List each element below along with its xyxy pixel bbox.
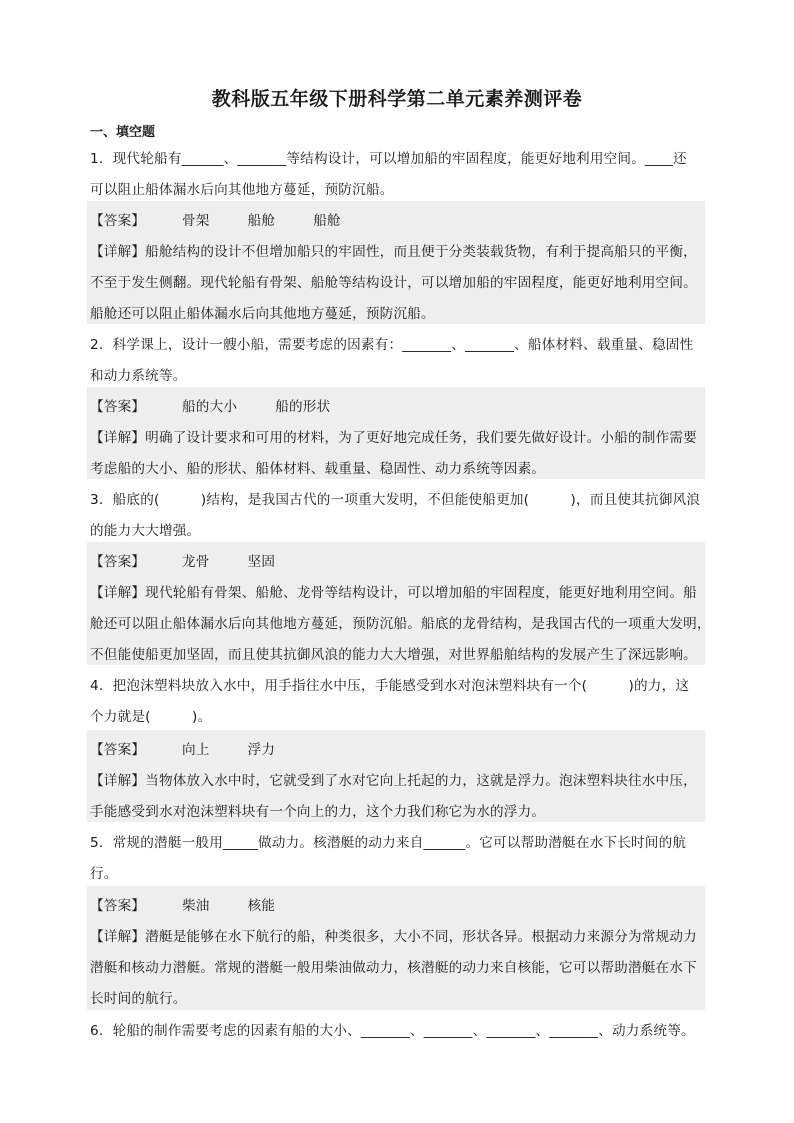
detail-5-line-3: 长时间的航行。 xyxy=(90,991,187,1007)
detail-2-line-2: 考虑船的大小、船的形状、船体材料、载重量、稳固性、动力系统等因素。 xyxy=(90,461,546,477)
answer-value: 浮力 xyxy=(247,742,276,758)
answer-value: 核能 xyxy=(247,898,276,914)
answer-row-1 xyxy=(90,209,379,229)
question-3-line-1: 3．船底的( )结构，是我国古代的一项重大发明，不但能使船更加( )，而且使其抗御风浪 xyxy=(90,492,701,508)
detail-4-line-1: 【详解】当物体放入水中时，它就受到了水对它向上托起的力，这就是浮力。泡沫塑料块往水中压， xyxy=(90,773,697,789)
answer-tag: 【答案】 xyxy=(90,213,146,229)
question-2-line-2: 和动力系统等。 xyxy=(90,368,187,384)
answer-row-4 xyxy=(90,738,313,758)
answer-value: 船舱 xyxy=(247,213,276,229)
answer-value: 船舱 xyxy=(313,213,341,229)
question-1-line-1: 1．现代轮船有______、_______等结构设计，可以增加船的牢固程度，能更好地利用空间。____还 xyxy=(90,151,687,167)
answer-tag: 【答案】 xyxy=(90,399,146,415)
question-4-line-2: 个力就是( )。 xyxy=(90,709,212,725)
answer-row-3 xyxy=(90,550,313,570)
answer-tag: 【答案】 xyxy=(90,898,146,914)
detail-4-line-2: 手能感受到水对泡沫塑料块有一个向上的力，这个力我们称它为水的浮力。 xyxy=(90,804,546,820)
answer-row-2 xyxy=(90,395,368,415)
question-5-line-1: 5．常规的潜艇一般用_____做动力。核潜艇的动力来自______。它可以帮助潜艇在水下长时间的航 xyxy=(90,835,687,851)
detail-3-line-1: 【详解】现代轮船有骨架、船舱、龙骨等结构设计，可以增加船的牢固程度，能更好地利用空间。船 xyxy=(90,585,697,601)
detail-3-line-3: 不但能使船更加坚固，而且使其抗御风浪的能力大大增强，对世界船舶结构的发展产生了深远影响。 xyxy=(90,647,697,663)
answer-value: 骨架 xyxy=(182,213,210,229)
answer-value: 柴油 xyxy=(182,898,210,914)
question-5-line-2: 行。 xyxy=(90,866,118,882)
detail-2-line-1: 【详解】明确了设计要求和可用的材料，为了更好地完成任务，我们要先做好设计。小船的制作需要 xyxy=(90,430,697,446)
question-2-line-1: 2．科学课上，设计一艘小船，需要考虑的因素有：_______、_______、船体材料、载重量、稳固性 xyxy=(90,337,694,353)
page-title: 教科版五年级下册科学第二单元素养测评卷 xyxy=(211,88,583,110)
answer-tag: 【答案】 xyxy=(90,742,146,758)
detail-1-line-1: 【详解】船舱结构的设计不但增加船只的牢固性，而且便于分类装载货物，有利于提高船只的平衡， xyxy=(90,244,697,260)
question-3-line-2: 的能力大大增强。 xyxy=(90,523,201,539)
detail-1-line-3: 船舱还可以阻止船体漏水后向其他地方蔓延，预防沉船。 xyxy=(90,306,435,322)
answer-value: 龙骨 xyxy=(182,554,210,570)
answer-value: 坚固 xyxy=(247,554,276,570)
detail-3-line-2: 舱还可以阻止船体漏水后向其他地方蔓延，预防沉船。船底的龙骨结构，是我国古代的一项重大发明， xyxy=(90,616,711,632)
answer-value: 船的形状 xyxy=(275,399,331,415)
answer-value: 船的大小 xyxy=(182,399,238,415)
question-6-line-1: 6．轮船的制作需要考虑的因素有船的大小、_______、_______、_______、_______、动力系统等。 xyxy=(90,1023,695,1039)
answer-row-5 xyxy=(90,894,313,914)
answer-tag: 【答案】 xyxy=(90,554,146,570)
section-heading: 一、填空题 xyxy=(90,125,156,140)
answer-value: 向上 xyxy=(182,742,210,758)
question-1-line-2: 可以阻止船体漏水后向其他地方蔓延，预防沉船。 xyxy=(90,182,394,198)
detail-5-line-1: 【详解】潜艇是能够在水下航行的船，种类很多，大小不同，形状各异。根据动力来源分为常规动力 xyxy=(90,929,697,945)
detail-5-line-2: 潜艇和核动力潜艇。常规的潜艇一般用柴油做动力，核潜艇的动力来自核能，它可以帮助潜艇在水下 xyxy=(90,960,697,976)
detail-1-line-2: 不至于发生侧翻。现代轮船有骨架、船舱等结构设计，可以增加船的牢固程度，能更好地利用空间。 xyxy=(90,275,697,291)
question-4-line-1: 4．把泡沫塑料块放入水中，用手指往水中压，手能感受到水对泡沫塑料块有一个( )的力，这 xyxy=(90,678,690,694)
